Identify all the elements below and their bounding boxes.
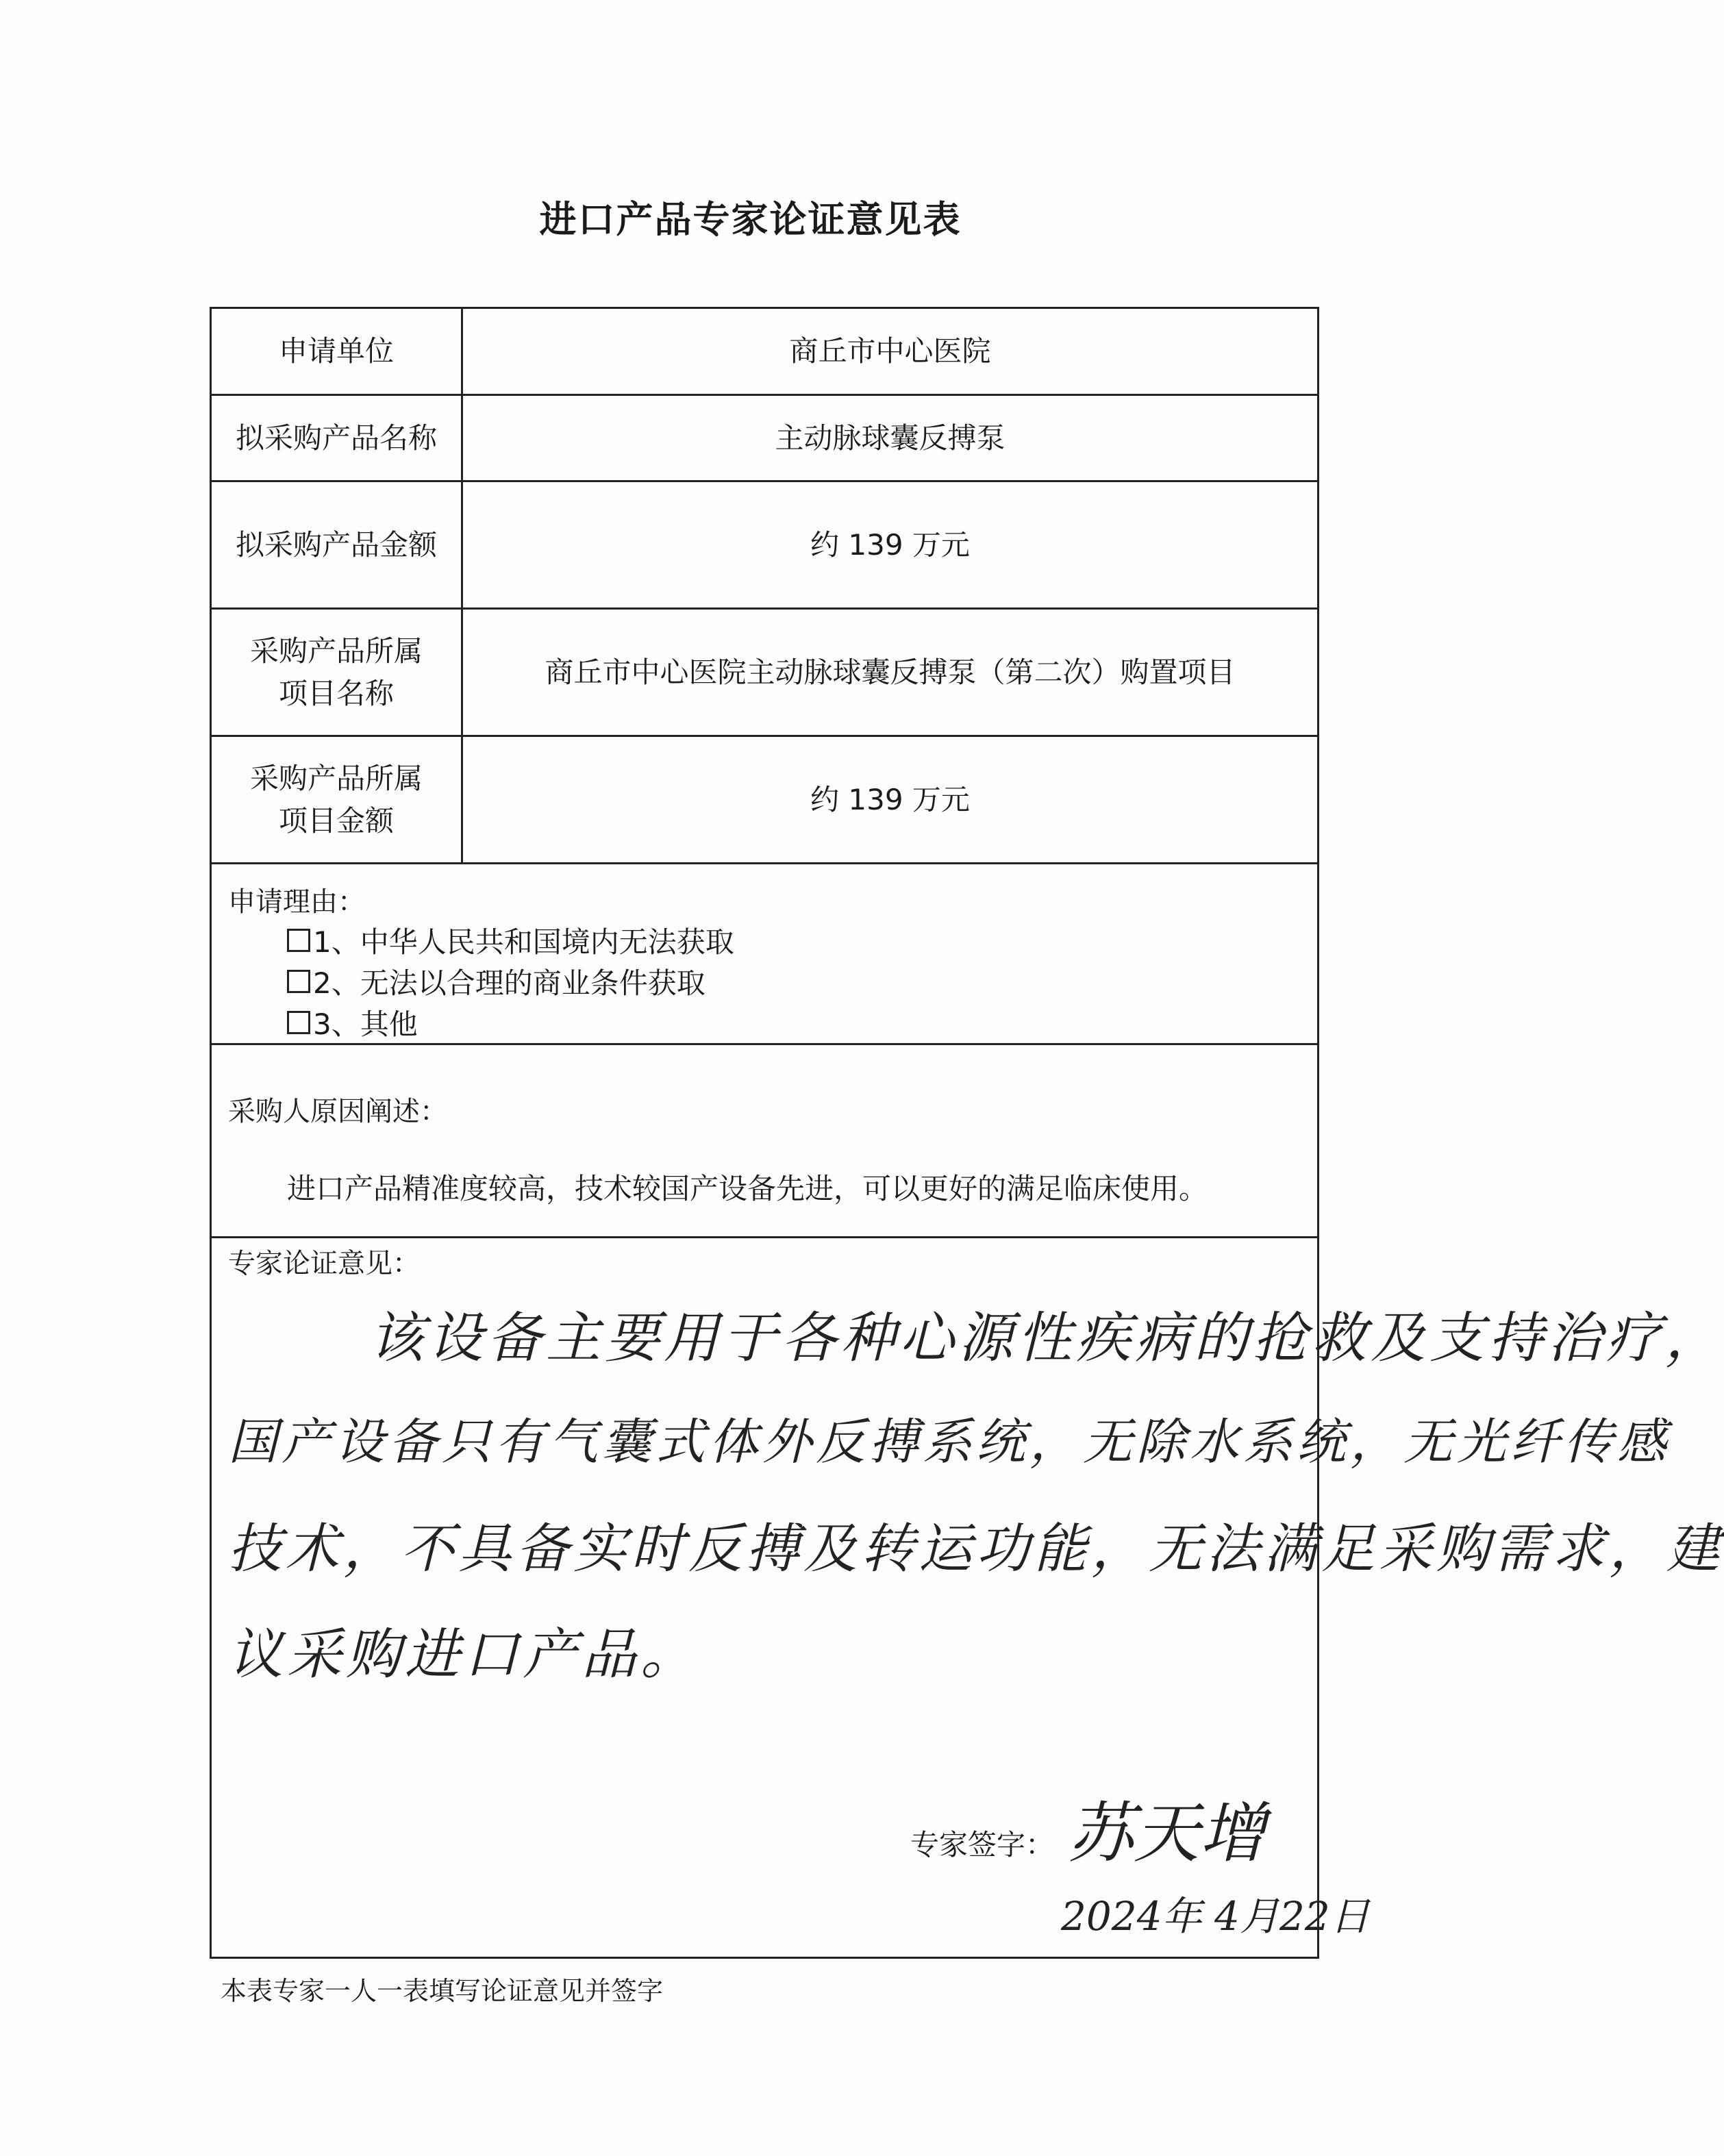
purchaser-heading: 采购人原因阐述： xyxy=(228,1096,447,1127)
project-name-label-line1: 采购产品所属 xyxy=(249,634,423,668)
project-amount-value: 约 139 万元 xyxy=(810,782,970,816)
product-name-value: 主动脉球囊反搏泵 xyxy=(775,421,1005,455)
reasons-heading: 申请理由： xyxy=(228,886,365,918)
signature-label: 专家签字： xyxy=(910,1828,1055,1862)
checkbox-3[interactable] xyxy=(287,1011,310,1034)
applicant-value: 商丘市中心医院 xyxy=(789,334,991,368)
reason-option-2[interactable] xyxy=(287,961,705,1002)
reason-option-1-label: 1、中华人民共和国境内无法获取 xyxy=(313,925,734,959)
purchaser-text: 进口产品精准度较高，技术较国产设备先进，可以更好的满足临床使用。 xyxy=(287,1172,1208,1205)
project-name-label-line2: 项目名称 xyxy=(278,676,394,710)
reason-option-1[interactable] xyxy=(287,920,734,961)
expert-opinion-line-1: 该设备主要用于各种心源性疾病的抢救及支持治疗， xyxy=(369,1306,1724,1370)
expert-signature: 苏天增 xyxy=(1068,1795,1265,1872)
product-amount-label: 拟采购产品金额 xyxy=(235,527,437,562)
footnote: 本表专家一人一表填写论证意见并签字 xyxy=(221,1976,664,2006)
expert-opinion-line-3: 技术，不具备实时反搏及转运功能，无法满足采购需求，建 xyxy=(228,1518,1724,1580)
project-name-label xyxy=(212,610,461,735)
reason-option-2-label: 2、无法以合理的商业条件获取 xyxy=(313,966,705,1000)
expert-heading: 专家论证意见： xyxy=(228,1248,420,1279)
reason-option-3-label: 3、其他 xyxy=(313,1007,418,1041)
product-name-label: 拟采购产品名称 xyxy=(235,421,437,455)
checkbox-1[interactable] xyxy=(287,929,310,952)
project-amount-label-line2: 项目金额 xyxy=(278,803,394,838)
project-amount-label xyxy=(212,737,461,862)
project-name-value: 商丘市中心医院主动脉球囊反搏泵（第二次）购置项目 xyxy=(545,655,1236,689)
expert-opinion-line-2: 国产设备只有气囊式体外反搏系统，无除水系统，无光纤传感 xyxy=(228,1413,1671,1470)
form-title: 进口产品专家论证意见表 xyxy=(539,198,962,241)
expert-opinion-line-4: 议采购进口产品。 xyxy=(228,1622,699,1686)
form-table xyxy=(210,307,1724,1959)
checkbox-2[interactable] xyxy=(287,970,310,993)
project-amount-label-line1: 采购产品所属 xyxy=(249,761,423,795)
product-amount-value: 约 139 万元 xyxy=(810,527,970,562)
reason-option-3[interactable] xyxy=(287,1002,418,1043)
signature-date: 2024年 4月22日 xyxy=(1061,1893,1370,1940)
applicant-label: 申请单位 xyxy=(278,334,394,368)
